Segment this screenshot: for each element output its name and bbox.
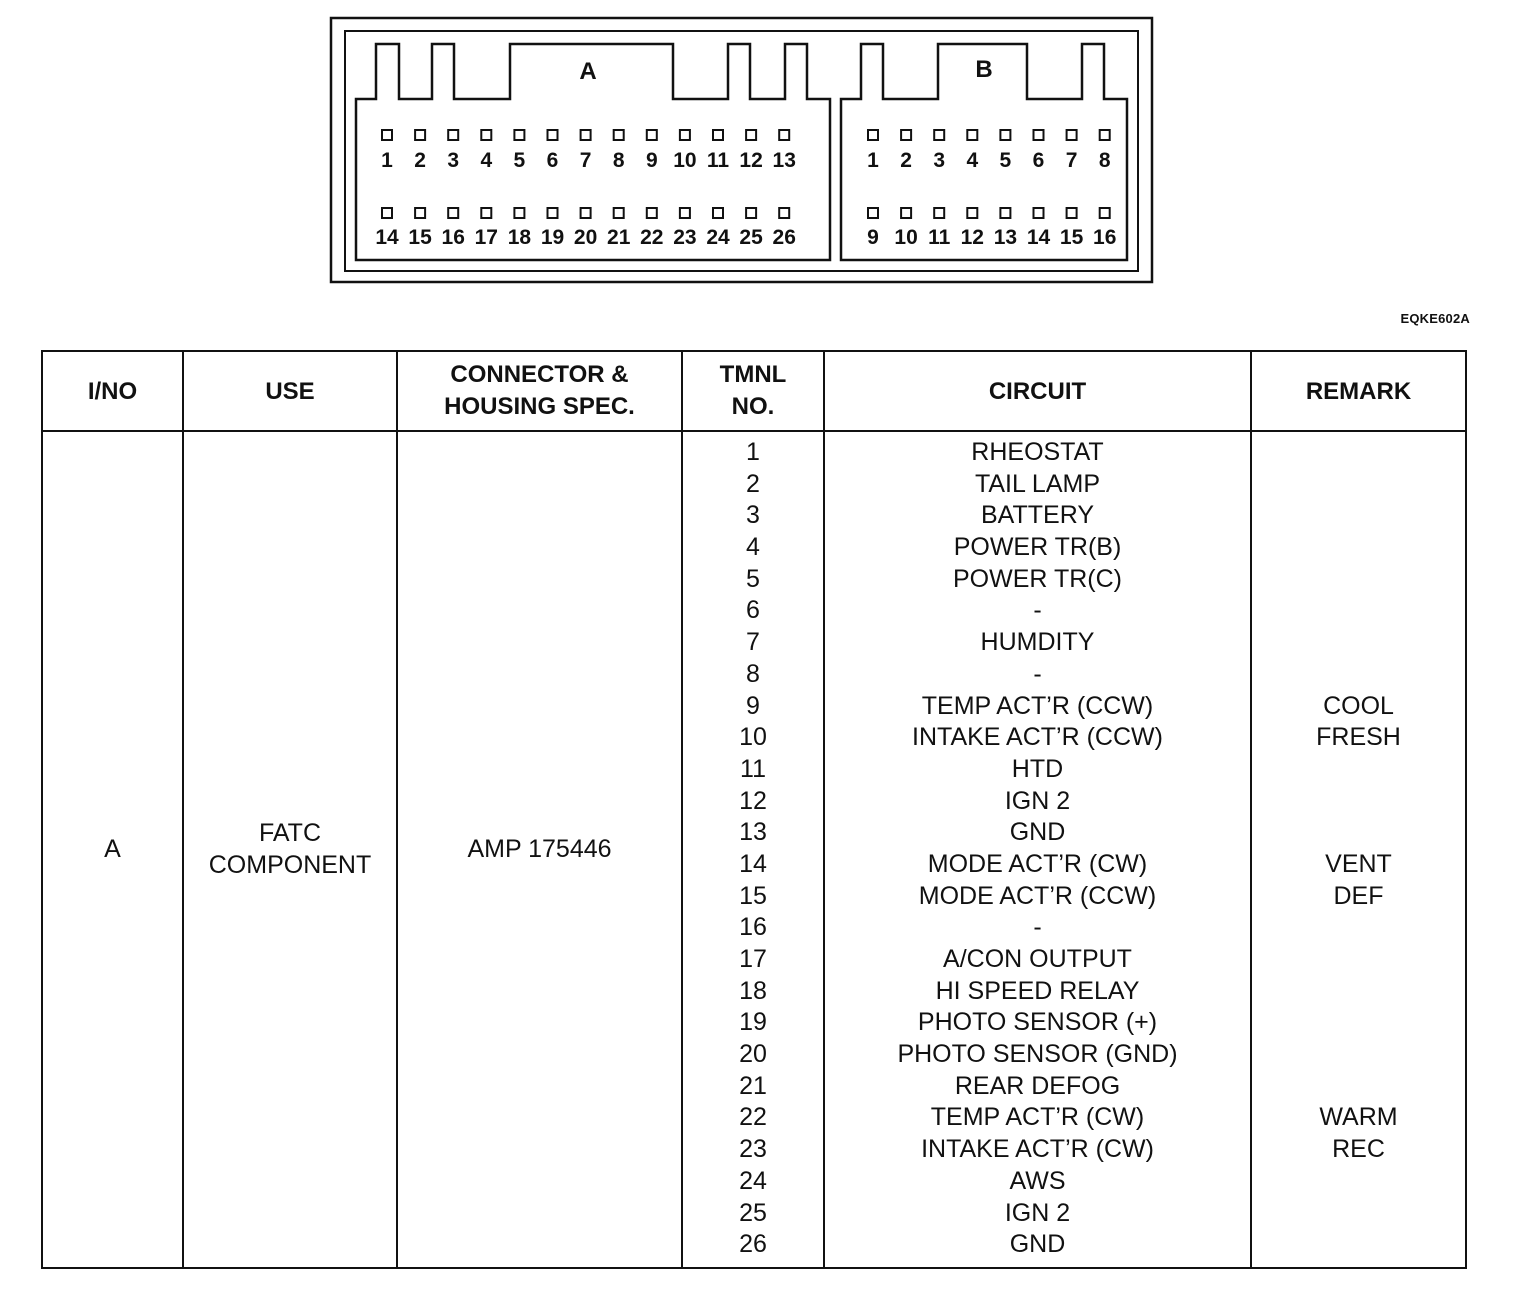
figure-code: EQKE602A xyxy=(1400,311,1470,326)
terminal-number: 2 xyxy=(746,469,760,498)
terminal-number: 6 xyxy=(746,596,760,625)
connector-a-pin-socket xyxy=(647,130,657,140)
connector-a-pin-number: 1 xyxy=(381,149,393,172)
remark-text xyxy=(1252,595,1465,627)
connector-a-pin-socket xyxy=(680,208,690,218)
terminal-number: 18 xyxy=(739,976,767,1005)
connector-b-pin-number: 2 xyxy=(900,149,912,172)
circuit-name: A/CON OUTPUT xyxy=(943,945,1132,973)
cell-circuits xyxy=(824,431,1251,1268)
cell-use: FATC COMPONENT xyxy=(183,431,397,1268)
connector-a-pin-number: 4 xyxy=(480,149,493,172)
connector-a-pin-socket xyxy=(713,208,723,218)
terminal-number: 16 xyxy=(739,913,767,942)
remark-text xyxy=(1252,532,1465,564)
header-circuit: CIRCUIT xyxy=(824,351,1251,431)
connector-b-pin-number: 11 xyxy=(928,226,951,249)
terminal-number: 17 xyxy=(739,945,767,973)
remark-text xyxy=(1252,659,1465,691)
connector-a-pin-number: 25 xyxy=(739,226,763,249)
pin-layer xyxy=(375,130,1116,249)
connector-a-pin-socket xyxy=(581,130,591,140)
terminal-number: 10 xyxy=(739,723,767,752)
remark-text: COOL xyxy=(1323,691,1394,720)
terminal-number: 11 xyxy=(740,754,766,783)
remark-text xyxy=(1252,1198,1465,1230)
terminal-number: 19 xyxy=(739,1008,767,1037)
header-tmnl: TMNL NO. xyxy=(682,351,824,431)
connector-b-pin-socket xyxy=(868,130,878,140)
connector-a-pin-socket xyxy=(713,130,723,140)
connector-a-pin-socket xyxy=(779,130,789,140)
remark-list xyxy=(1252,437,1465,1261)
connector-a-pin-socket xyxy=(415,208,425,218)
circuit-name: POWER TR(B) xyxy=(953,533,1122,562)
circuit-name: POWER TR(C) xyxy=(953,564,1122,593)
connector-a-pin-number: 10 xyxy=(673,149,697,172)
connector-b-pin-number: 12 xyxy=(960,226,984,249)
connector-a-pin-number: 17 xyxy=(474,226,498,249)
remark-text xyxy=(1252,912,1465,944)
connector-b-pin-socket xyxy=(901,130,911,140)
remark-text: VENT xyxy=(1325,849,1392,878)
remark-text xyxy=(1252,1071,1465,1103)
terminal-number: 9 xyxy=(746,691,760,720)
header-remark: REMARK xyxy=(1251,351,1466,431)
remark-text xyxy=(1252,469,1465,501)
terminal-number: 4 xyxy=(746,533,760,562)
header-ino: I/NO xyxy=(42,351,183,431)
connector-b-pin-socket xyxy=(967,130,977,140)
connector-a-pin-socket xyxy=(481,130,491,140)
connector-b-pin-number: 6 xyxy=(1032,149,1045,172)
connector-diagram xyxy=(0,0,1536,300)
connector-b-pin-number: 3 xyxy=(933,149,946,172)
circuit-name: MODE ACT’R (CW) xyxy=(927,849,1148,878)
circuit-name: AWS xyxy=(1009,1166,1066,1195)
terminal-number: 25 xyxy=(739,1198,767,1227)
connector-b-pin-number: 10 xyxy=(894,226,918,249)
connector-a-pin-socket xyxy=(481,208,491,218)
connector-a-pin-socket xyxy=(779,208,789,218)
header-use: USE xyxy=(183,351,397,431)
connector-b-pin-number: 14 xyxy=(1026,226,1051,249)
connector-a-pin-socket xyxy=(647,208,657,218)
circuit-name: - xyxy=(1033,659,1042,688)
circuit-name: IGN 2 xyxy=(1004,786,1071,815)
connector-a-pin-number: 18 xyxy=(507,226,532,249)
connector-a-pin-number: 21 xyxy=(607,226,631,249)
terminal-number: 5 xyxy=(746,564,760,593)
table-row xyxy=(42,431,1466,1268)
terminal-number: 24 xyxy=(739,1166,767,1195)
terminal-number: 20 xyxy=(739,1040,767,1069)
connector-a-pin-number: 8 xyxy=(612,149,625,172)
cell-spec: AMP 175446 xyxy=(397,431,682,1268)
terminal-number: 3 xyxy=(746,501,760,530)
connector-b-pin-socket xyxy=(901,208,911,218)
connector-a-pin-number: 19 xyxy=(540,226,565,249)
remark-text xyxy=(1252,1007,1465,1039)
connector-a-pin-number: 13 xyxy=(772,149,796,172)
terminal-number: 23 xyxy=(739,1135,767,1164)
remark-text xyxy=(1252,1229,1465,1261)
terminal-number: 14 xyxy=(739,849,767,878)
connector-a-pin-number: 23 xyxy=(673,226,697,249)
connector-b-pin-number: 13 xyxy=(993,226,1018,249)
terminal-number: 8 xyxy=(746,659,760,688)
connector-b-pin-socket xyxy=(868,208,878,218)
connector-spec-table xyxy=(41,350,1467,1269)
connector-b-pin-socket xyxy=(1100,130,1110,140)
connector-a-pin-socket xyxy=(746,130,756,140)
remark-text: DEF xyxy=(1333,881,1384,910)
connector-a-pin-socket xyxy=(382,208,392,218)
connector-a-pin-socket xyxy=(746,208,756,218)
remark-text xyxy=(1252,817,1465,849)
circuit-name: IGN 2 xyxy=(1004,1198,1071,1227)
circuit-name: - xyxy=(1033,913,1042,942)
cell-remarks xyxy=(1251,431,1466,1268)
circuit-list xyxy=(825,437,1250,1261)
remark-text xyxy=(1252,1166,1465,1198)
connector-a-pin-socket xyxy=(581,208,591,218)
circuit-name: HI SPEED RELAY xyxy=(935,976,1140,1005)
terminal-list xyxy=(683,437,823,1261)
connector-b-pin-number: 7 xyxy=(1065,149,1078,172)
circuit-name: HTD xyxy=(1011,754,1064,783)
circuit-name: PHOTO SENSOR (GND) xyxy=(897,1040,1178,1069)
remark-text xyxy=(1252,627,1465,659)
circuit-name: MODE ACT’R (CCW) xyxy=(918,881,1157,910)
connector-a-pin-number: 3 xyxy=(447,149,460,172)
connector-a-pin-number: 9 xyxy=(645,149,658,172)
connector-a-pin-number: 14 xyxy=(375,226,399,249)
remark-text xyxy=(1252,500,1465,532)
connector-a-pin-socket xyxy=(680,130,690,140)
connector-a-pin-number: 26 xyxy=(772,226,796,249)
connector-b-pin-number: 16 xyxy=(1093,226,1117,249)
connector-a-pin-number: 16 xyxy=(441,226,465,249)
remark-text: REC xyxy=(1332,1135,1385,1164)
connector-b-label: B xyxy=(975,56,993,83)
connector-a-pin-number: 15 xyxy=(408,226,432,249)
connector-a-pin-socket xyxy=(415,130,425,140)
connector-a-pin-socket xyxy=(548,208,558,218)
connector-b-pin-socket xyxy=(1067,130,1077,140)
remark-text xyxy=(1252,564,1465,596)
terminal-number: 26 xyxy=(739,1230,767,1259)
connector-a-pin-number: 7 xyxy=(579,149,592,172)
remark-text xyxy=(1252,1039,1465,1071)
connector-b-pin-socket xyxy=(1067,208,1077,218)
connector-a-label: A xyxy=(579,58,597,85)
remark-text xyxy=(1252,976,1465,1008)
circuit-name: RHEOSTAT xyxy=(971,438,1104,466)
connector-b-pin-socket xyxy=(967,208,977,218)
connector-a-pin-socket xyxy=(514,208,524,218)
circuit-name: - xyxy=(1033,596,1042,625)
circuit-name: TEMP ACT’R (CW) xyxy=(930,1103,1145,1132)
remark-text xyxy=(1252,754,1465,786)
terminal-number: 1 xyxy=(746,438,760,466)
remark-text xyxy=(1252,944,1465,976)
remark-text xyxy=(1252,786,1465,818)
connector-b-pin-socket xyxy=(934,208,944,218)
terminal-number: 22 xyxy=(739,1103,767,1132)
table-header-row xyxy=(42,351,1466,431)
remark-text: WARM xyxy=(1319,1103,1398,1132)
cell-ino: A xyxy=(42,431,183,1268)
circuit-name: HUMDITY xyxy=(980,628,1095,657)
remark-text: FRESH xyxy=(1316,723,1401,752)
connector-b-pin-number: 5 xyxy=(999,149,1012,172)
circuit-name: BATTERY xyxy=(981,501,1094,530)
connector-a-pin-socket xyxy=(514,130,524,140)
connector-b-pin-number: 9 xyxy=(867,226,879,249)
circuit-name: INTAKE ACT’R (CCW) xyxy=(912,723,1163,752)
terminal-number: 15 xyxy=(739,881,767,910)
circuit-name: GND xyxy=(1009,818,1066,847)
connector-b-pin-number: 15 xyxy=(1059,226,1084,249)
circuit-name: REAR DEFOG xyxy=(954,1071,1121,1100)
connector-a-pin-number: 22 xyxy=(640,226,664,249)
terminal-number: 13 xyxy=(739,818,767,847)
connector-a-pin-socket xyxy=(614,130,624,140)
connector-a-pin-number: 6 xyxy=(546,149,559,172)
connector-b-pin-number: 1 xyxy=(867,149,879,172)
terminal-number: 21 xyxy=(739,1071,767,1100)
terminal-number: 12 xyxy=(739,786,767,815)
terminal-number: 7 xyxy=(746,628,760,657)
cell-terminals xyxy=(682,431,824,1268)
circuit-name: PHOTO SENSOR (+) xyxy=(917,1008,1158,1037)
circuit-name: GND xyxy=(1009,1230,1066,1259)
connector-b-pin-socket xyxy=(1100,208,1110,218)
connector-a-pin-number: 12 xyxy=(739,149,763,172)
header-spec: CONNECTOR & HOUSING SPEC. xyxy=(397,351,682,431)
circuit-name: TAIL LAMP xyxy=(974,469,1101,498)
connector-b-pin-number: 8 xyxy=(1098,149,1111,172)
connector-b-pin-number: 4 xyxy=(966,149,979,172)
connector-a-pin-number: 24 xyxy=(706,226,730,249)
connector-b-pin-socket xyxy=(1034,130,1044,140)
connector-a-pin-socket xyxy=(548,130,558,140)
connector-a-pin-socket xyxy=(448,130,458,140)
connector-b-pin-socket xyxy=(1000,130,1010,140)
connector-a-pin-number: 2 xyxy=(414,149,426,172)
connector-a-pin-socket xyxy=(382,130,392,140)
remark-text xyxy=(1252,437,1465,469)
connector-b-pin-socket xyxy=(934,130,944,140)
connector-a-pin-socket xyxy=(614,208,624,218)
circuit-name: INTAKE ACT’R (CW) xyxy=(921,1135,1154,1164)
connector-a-pin-number: 11 xyxy=(706,149,730,172)
connector-a-pin-socket xyxy=(448,208,458,218)
connector-b-pin-socket xyxy=(1000,208,1010,218)
connector-a-pin-number: 20 xyxy=(573,226,598,249)
circuit-name: TEMP ACT’R (CCW) xyxy=(921,691,1154,720)
connector-a-pin-number: 5 xyxy=(513,149,526,172)
connector-b-pin-socket xyxy=(1034,208,1044,218)
